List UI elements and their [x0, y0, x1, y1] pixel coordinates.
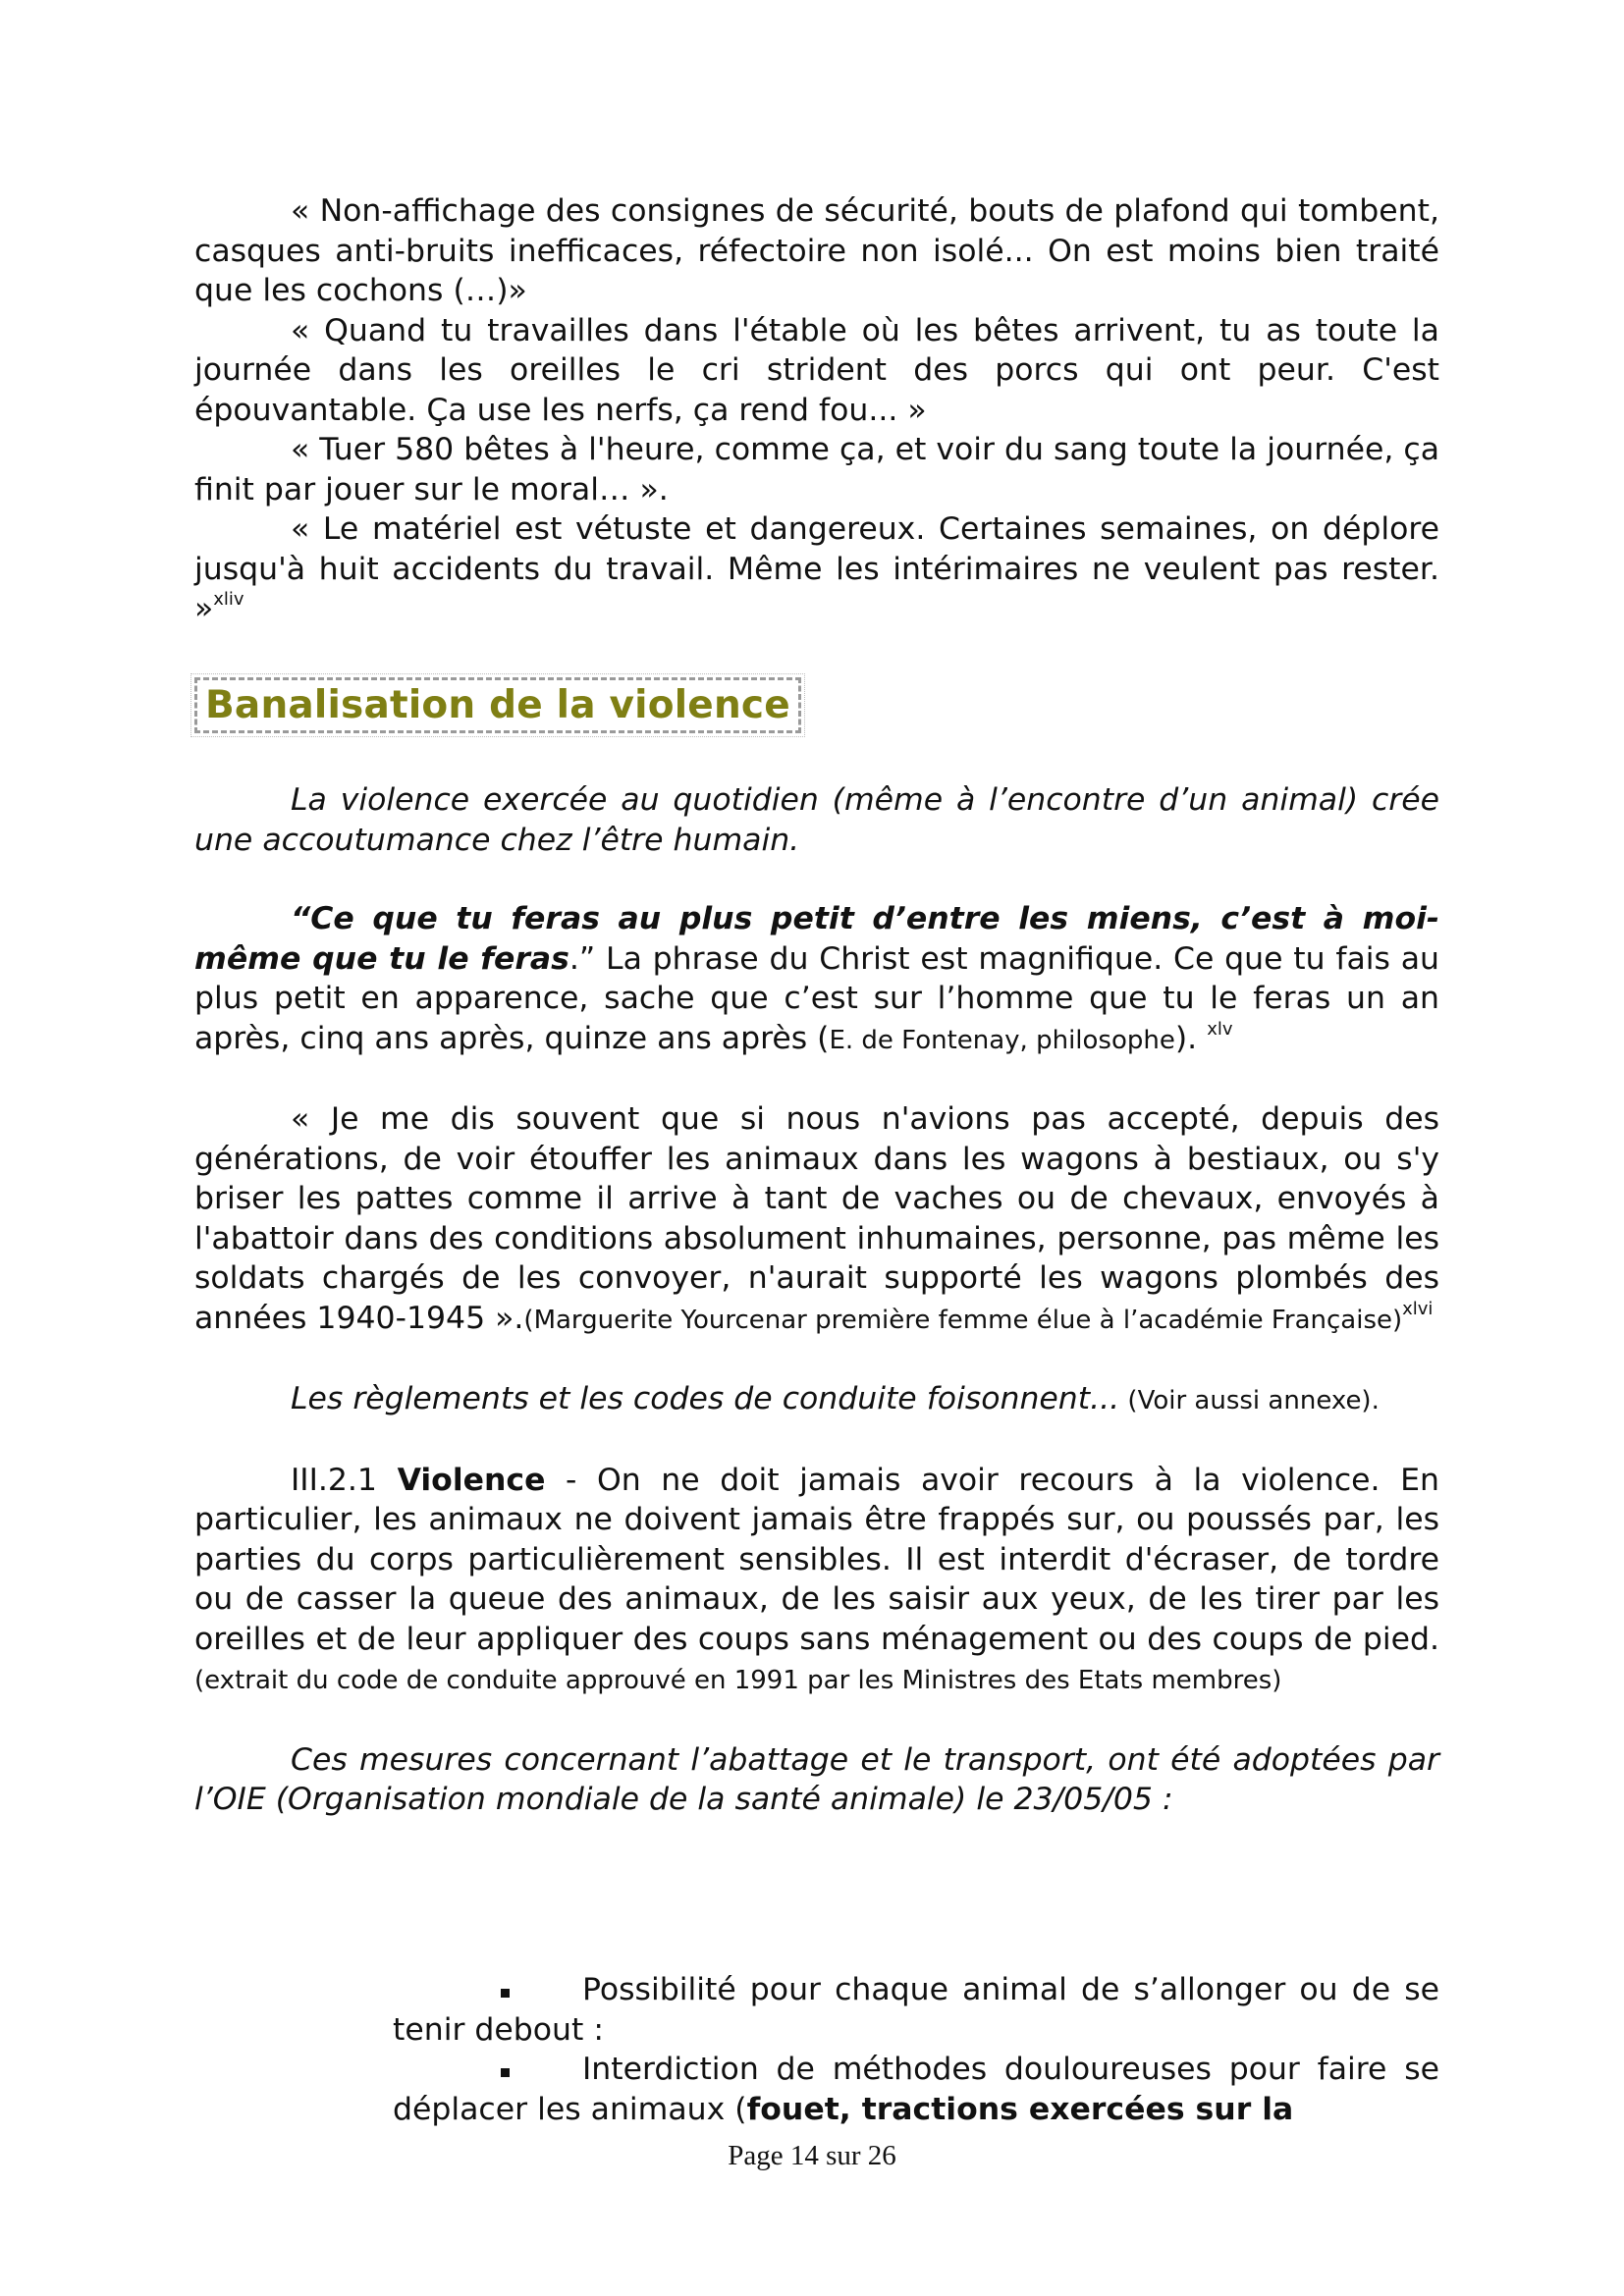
list-item-bold: fouet, tractions exercées sur la	[746, 2091, 1294, 2127]
endnote-ref: xliv	[213, 589, 244, 610]
code-paragraph	[194, 1461, 1439, 1701]
reglements-paragraph	[194, 1379, 1439, 1421]
code-text: - On ne doit jamais avoir recours à la violence. En particulier, les animaux ne doivent jamais être frappés sur, ou poussés par, les parties du corps particulièrement sensibles. Il est interdit d'écraser, de tordre ou de casser la queue des animaux, de les saisir aux yeux, de les tirer par les oreilles et de leur appliquer des coups sans ménagement ou des coups de pied.	[194, 1462, 1439, 1657]
list-item-body: Interdiction de méthodes douloureuses pour faire se déplacer les animaux (	[393, 2052, 1439, 2127]
source-citation: (Marguerite Yourcenar première femme élue à l’académie Française)	[523, 1305, 1403, 1335]
quote-text: « Le matériel est vétuste et dangereux. Certaines semaines, on déplore jusqu'à huit accidents du travail. Même les intérimaires ne veulent pas rester. »	[194, 511, 1439, 626]
quote-paragraph	[194, 509, 1439, 629]
reglements-italic: Les règlements et les codes de conduite foisonnent...	[291, 1381, 1120, 1416]
source-citation: (extrait du code de conduite approuvé en 1991 par les Ministres des Etats membres)	[194, 1666, 1282, 1695]
quote-paragraph: « Non-affichage des consignes de sécurité, bouts de plafond qui tombent, casques anti-bruits inefficaces, réfectoire non isolé... On est moins bien traité que les cochons (…)»	[194, 193, 1439, 308]
list-item-text	[393, 2050, 1439, 2129]
christ-quote: “Ce que tu feras au plus petit d’entre les miens, c’est à moi-même que tu le feras	[194, 901, 1439, 977]
christ-commentary: .” La phrase du Christ est magnifique. Ce que tu fais au plus petit en apparence, sache que c’est sur l’homme que tu le feras un an après, cinq ans après, quinze ans après (	[194, 940, 1439, 1056]
section-heading-frame	[194, 677, 801, 733]
page-number-footer: Page 14 sur 26	[728, 2140, 896, 2171]
endnote-ref: xlv	[1207, 1018, 1233, 1040]
list-item	[393, 2050, 1439, 2129]
annex-reference: (Voir aussi annexe).	[1119, 1386, 1380, 1415]
quote-paragraph: « Quand tu travailles dans l'étable où les bêtes arrivent, tu as toute la journée dans les oreilles le cri strident des porcs qui ont peur. C'est épouvantable. Ça use les nerfs, ça rend fou... »	[194, 312, 1439, 428]
worker-quotes	[194, 191, 1439, 629]
source-citation: E. de Fontenay, philosophe	[829, 1025, 1175, 1055]
yourcenar-quote: « Je me dis souvent que si nous n'avions pas accepté, depuis des générations, de voir étouffer les animaux dans les wagons à bestiaux, ou s'y briser les pattes comme il arrive à tant de vaches ou de chevaux, envoyés à l'abattoir dans des conditions absolument inhumaines, personne, pas même les soldats chargés de les convoyer, n'aurait supporté les wagons plombés des années 1940-1945 ».	[194, 1101, 1439, 1336]
yourcenar-paragraph	[194, 1099, 1439, 1340]
section-heading: Banalisation de la violence	[205, 683, 790, 727]
list-item	[393, 1970, 1439, 2050]
code-number: III.2.1	[291, 1462, 398, 1498]
christ-paragraph	[194, 899, 1439, 1060]
oie-intro-paragraph: Ces mesures concernant l’abattage et le transport, ont été adoptées par l’OIE (Organisation mondiale de la santé animale) le 23/05/05 :	[194, 1741, 1439, 1817]
citation-close: ).	[1174, 1020, 1208, 1056]
quote-paragraph: « Tuer 580 bêtes à l'heure, comme ça, et voir du sang toute la journée, ça finit par jouer sur le moral… ».	[194, 432, 1439, 507]
code-title: Violence	[397, 1462, 546, 1498]
intro-paragraph: La violence exercée au quotidien (même à l’encontre d’un animal) crée une accoutumance chez l’être humain.	[194, 782, 1439, 858]
list-item-text: Possibilité pour chaque animal de s’allonger ou de se tenir debout :	[393, 1972, 1439, 2048]
endnote-ref: xlvi	[1402, 1298, 1434, 1319]
section-body	[194, 780, 1439, 1820]
